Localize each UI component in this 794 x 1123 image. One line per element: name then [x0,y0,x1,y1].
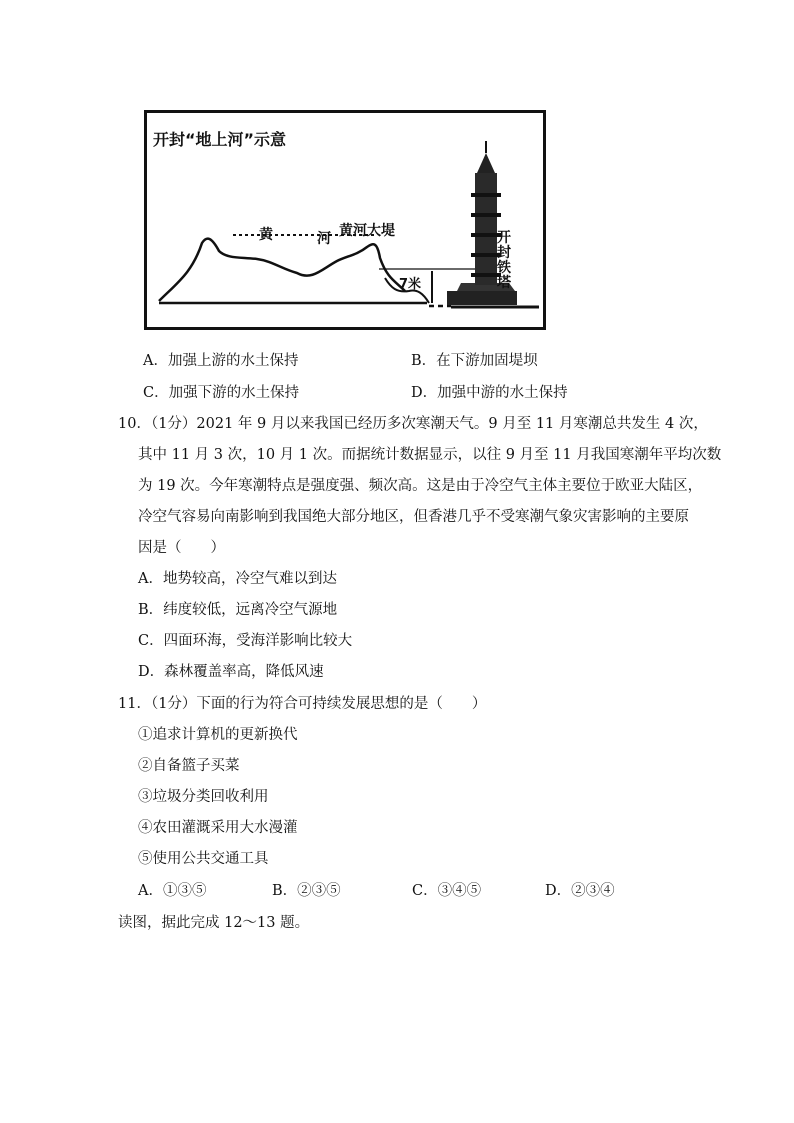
q10-option-d[interactable]: D．森林覆盖率高，降低风速 [138,664,324,680]
q9-option-a[interactable]: A．加强上游的水土保持 [143,353,299,369]
q11-item-2: ②自备篮子买菜 [138,758,240,774]
label-height: 7米 [399,277,422,292]
label-tower-line1: 开封 [497,230,511,261]
q11-item-3: ③垃圾分类回收利用 [138,789,269,805]
q11-item-5: ⑤使用公共交通工具 [138,851,269,867]
q10-option-b[interactable]: B．纬度较低，远离冷空气源地 [138,602,338,618]
q10-option-c[interactable]: C．四面环海，受海洋影响比较大 [138,633,353,649]
label-huang: 黄 [259,227,273,243]
q11-item-1: ①追求计算机的更新换代 [138,727,298,743]
q11-option-d[interactable]: D．②③④ [545,883,615,899]
q11-option-b[interactable]: B．②③⑤ [272,883,341,899]
q9-option-c[interactable]: C．加强下游的水土保持 [143,385,300,401]
reading-instruction: 读图，据此完成 12～13 题。 [118,915,310,931]
q10-stem-line5: 因是（ ） [138,540,225,556]
q10-stem-line2: 其中 11 月 3 次，10 月 1 次。而据统计数据显示，以往 9 月至 11 月我国寒潮年平均次数 [138,447,722,463]
q11-option-c[interactable]: C．③④⑤ [412,883,482,899]
label-dam: 黄河大堤 [339,223,395,239]
terrain-line [159,239,405,301]
q10-stem-line3: 为 19 次。今年寒潮特点是强度强、频次高。这是由于冷空气主体主要位于欧亚大陆区， [138,478,703,494]
q11-stem: 11．（1分）下面的行为符合可持续发展思想的是（ ） [118,696,487,712]
q10-stem-line1: 10．（1分）2021 年 9 月以来我国已经历多次寒潮天气。9 月至 11 月寒潮总共发生 4 次， [118,416,708,432]
q9-option-b[interactable]: B．在下游加固堤坝 [411,353,538,369]
river-diagram-figure [144,110,546,330]
label-tower-line2: 铁塔 [497,260,511,291]
q11-option-a[interactable]: A．①③⑤ [138,883,207,899]
label-he: 河 [317,231,331,247]
figure-title: 开封“地上河”示意 [153,130,287,149]
q10-option-a[interactable]: A．地势较高，冷空气难以到达 [138,571,337,587]
q11-item-4: ④农田灌溉采用大水漫灌 [138,820,298,836]
q10-stem-line4: 冷空气容易向南影响到我国绝大部分地区，但香港几乎不受寒潮气象灾害影响的主要原 [138,509,689,525]
q9-option-d[interactable]: D．加强中游的水土保持 [411,385,568,401]
